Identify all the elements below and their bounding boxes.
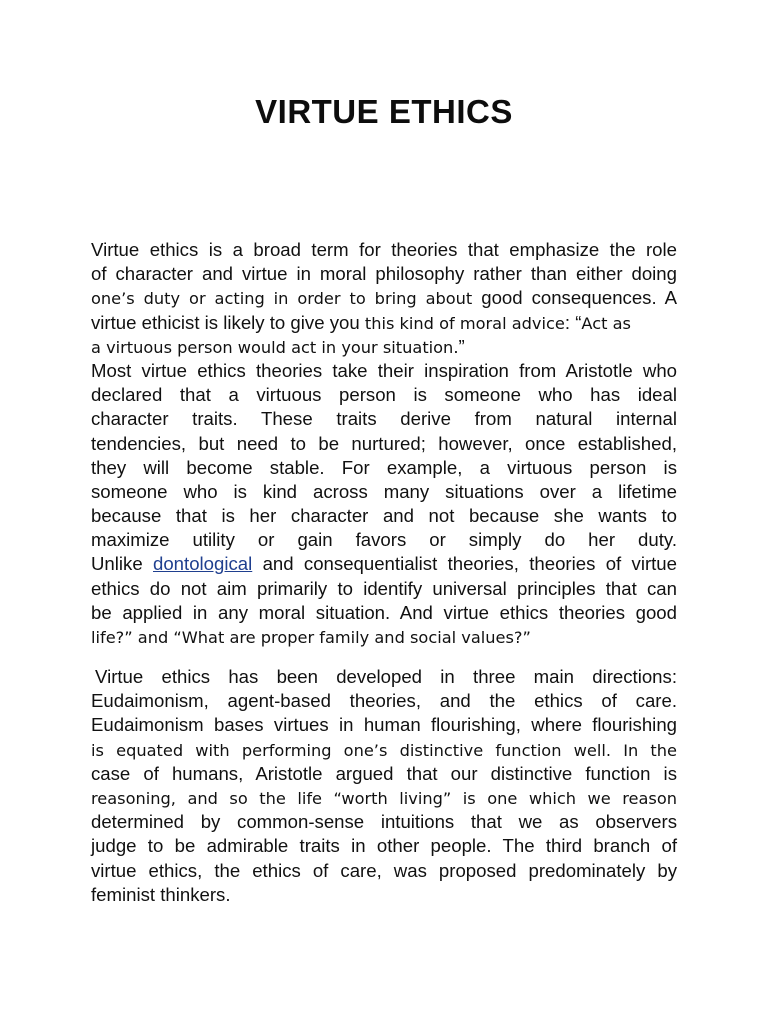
text-segment: maximize utility or gain favors or simply do her duty.	[91, 529, 677, 551]
text-segment: they will become stable. For example, a virtuous person is	[91, 456, 677, 478]
text-segment-emphasis: Act as	[581, 313, 631, 333]
text-line	[91, 238, 677, 262]
text-segment: virtue ethics, the ethics of care, was proposed predominately by	[91, 859, 677, 881]
text-line	[91, 834, 677, 858]
text-line	[91, 335, 677, 359]
document-title: VIRTUE ETHICS	[255, 93, 513, 130]
text-line	[91, 286, 677, 310]
text-line	[91, 407, 677, 431]
text-line	[91, 552, 677, 576]
text-line	[91, 859, 677, 883]
text-segment: tendencies, but need to be nurtured; however, once established,	[91, 432, 677, 454]
text-segment: Unlike	[91, 553, 153, 575]
text-segment: judge to be admirable traits in other people. The third branch of	[91, 835, 677, 857]
text-line	[91, 359, 677, 383]
text-line	[91, 456, 677, 480]
text-segment: Eudaimonism bases virtues in human flourishing, where flourishing	[91, 714, 677, 736]
text-line	[91, 689, 677, 713]
text-line	[91, 625, 677, 649]
text-line	[91, 480, 677, 504]
text-segment: character traits. These traits derive from natural internal	[91, 408, 677, 430]
text-line	[91, 883, 677, 907]
text-line	[91, 665, 677, 689]
dontological-link[interactable]: dontological	[153, 553, 253, 575]
text-line	[91, 311, 677, 335]
text-segment: of character and virtue in moral philosophy rather than either doing	[91, 263, 677, 285]
text-segment: be applied in any moral situation. And virtue ethics theories good	[91, 601, 677, 623]
text-line	[91, 810, 677, 834]
text-segment: feminist thinkers.	[91, 883, 231, 905]
text-segment: declared that a virtuous person is someone who has ideal	[91, 384, 677, 406]
text-line	[91, 762, 677, 786]
text-segment: Most virtue ethics theories take their inspiration from Aristotle who	[91, 359, 677, 381]
text-line	[91, 528, 677, 552]
text-segment: case of humans, Aristotle argued that our distinctive function is	[91, 762, 677, 784]
text-segment-emphasis: is equated with performing one’s distinctive function well	[91, 740, 606, 760]
text-line	[91, 713, 677, 737]
text-segment: virtue ethicist is likely to give you	[91, 311, 365, 333]
text-line	[91, 577, 677, 601]
text-segment: : “	[564, 311, 582, 333]
text-segment-emphasis: a virtuous person would act in your situation	[91, 337, 454, 357]
text-segment: and consequentialist theories, theories of virtue	[252, 553, 677, 575]
text-line	[91, 504, 677, 528]
text-line	[91, 383, 677, 407]
text-segment: .”	[453, 335, 465, 357]
text-segment-emphasis: one’s duty or acting in order to bring about	[91, 289, 473, 309]
text-line	[91, 786, 677, 810]
text-segment-emphasis: . In the	[605, 740, 677, 760]
text-line	[91, 738, 677, 762]
text-segment: determined by common-sense intuitions that we as observers	[91, 811, 677, 833]
text-segment: ethics do not aim primarily to identify universal principles that can	[91, 577, 677, 599]
text-segment: someone who is kind across many situations over a lifetime	[91, 480, 677, 502]
text-segment-emphasis: this kind of moral advice	[364, 313, 565, 333]
text-line	[91, 262, 677, 286]
text-segment: good consequences. A	[472, 287, 677, 309]
body-block-2	[91, 665, 677, 907]
text-segment-emphasis: reasoning, and so the life “worth living” is one which we reason	[91, 788, 677, 808]
text-line	[91, 432, 677, 456]
text-segment: because that is her character and not because she wants to	[91, 505, 677, 527]
text-segment: Eudaimonism, agent-based theories, and the ethics of care.	[91, 690, 677, 712]
text-line	[91, 601, 677, 625]
text-segment: Virtue ethics has been developed in three main directions:	[95, 666, 677, 687]
text-segment-emphasis: life?” and “What are proper family and social values?”	[91, 628, 531, 647]
text-segment: Virtue ethics is a broad term for theories that emphasize the role	[91, 239, 677, 260]
body-block-1	[91, 238, 677, 649]
